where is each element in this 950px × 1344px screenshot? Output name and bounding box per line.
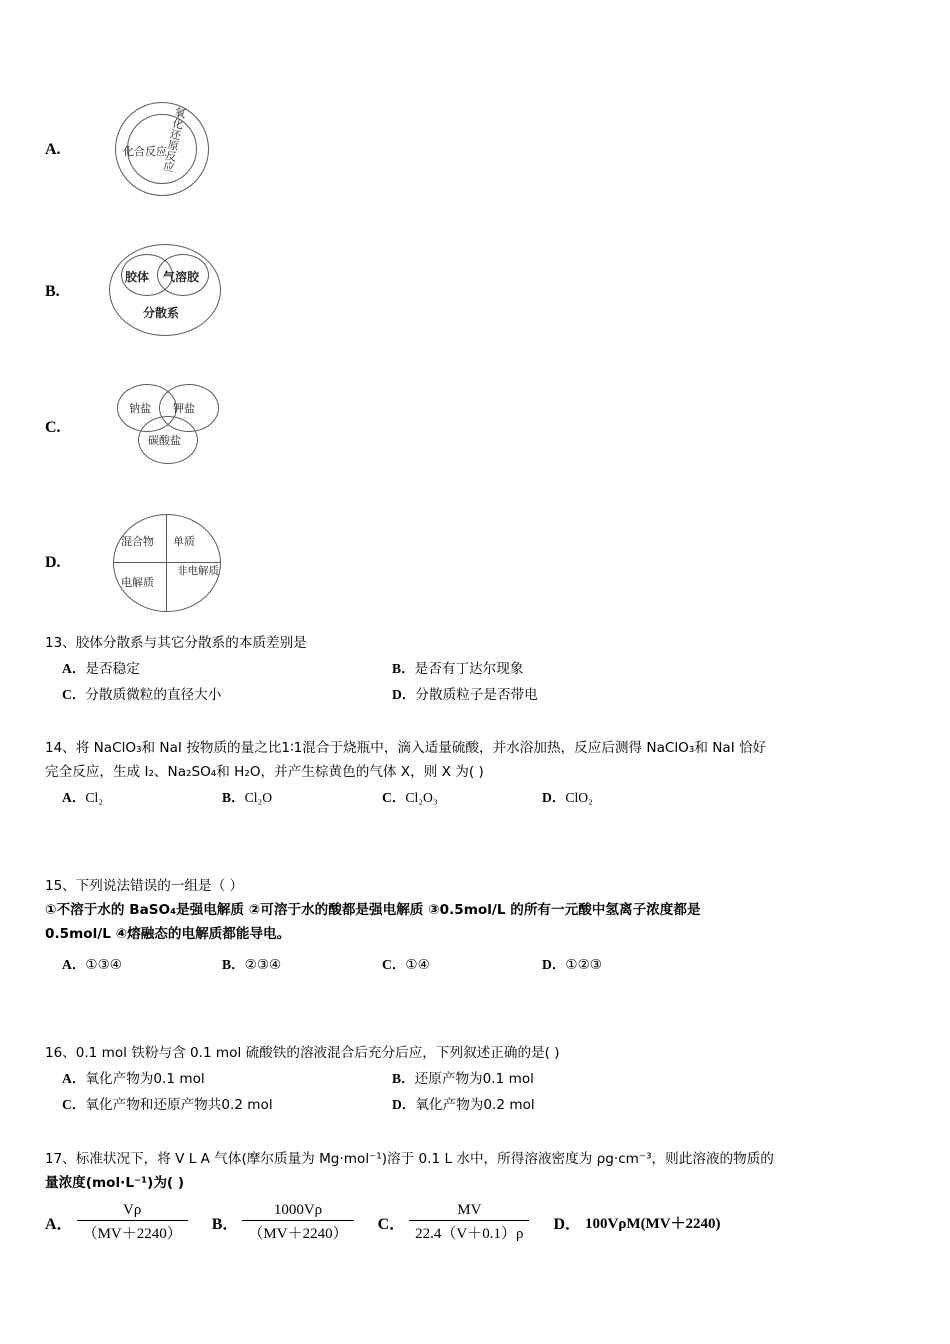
q16-choice-a[interactable] (62, 1066, 392, 1093)
q17-choice-b-tag: B． (211, 1215, 239, 1233)
q16-choices-row2 (0, 1092, 950, 1119)
q17-choice-b-denominator: （MV＋2240） (248, 1225, 348, 1242)
q17-choice-d-tag: D． (553, 1215, 582, 1233)
q13-choice-b-text: 是否有丁达尔现象 (414, 660, 524, 677)
q16-choice-b-text: 还原产物为0.1 mol (414, 1070, 534, 1087)
q17-choice-b-fraction (242, 1202, 353, 1243)
q17-choice-b[interactable] (212, 1202, 354, 1243)
q13-choice-d-tag: D． (392, 687, 416, 703)
q16-choice-c-text: 氧化产物和还原产物共0.2 mol (85, 1097, 273, 1114)
q15-stem-line1: ①不溶于水的 BaSO₄是强电解质 ②可溶于水的酸都是强电解质 ③0.5mol/L 的所有一元酸中氢离子浓度都是 (45, 901, 701, 918)
q13-choice-b-tag: B． (392, 660, 415, 676)
option-c-letter: C. (45, 419, 61, 436)
label-fei-dian-jie-zhi (177, 565, 219, 577)
q17-choice-c-fraction (409, 1202, 529, 1243)
q17-choice-d[interactable] (553, 1211, 720, 1234)
q16-stem-text: 0.1 mol 铁粉与含 0.1 mol 硫酸铁的溶液混合后充分后应，下列叙述正确的是( ) (75, 1045, 560, 1061)
option-d-block (0, 508, 311, 618)
q15-choice-b[interactable] (222, 952, 382, 979)
q17-choice-c[interactable] (378, 1202, 530, 1243)
venn-three-overlap-diagram (81, 378, 301, 478)
q14-stem-line1 (0, 737, 950, 761)
q15-choice-b-text: ②③④ (244, 957, 282, 974)
q15-stem-line2: 0.5mol/L ④熔融态的电解质都能导电。 (45, 925, 291, 942)
q13-choice-c-text: 分散质微粒的直径大小 (85, 687, 222, 704)
q14-choice-d-tag: D． (542, 789, 566, 805)
q14-stem-text-1: 将 NaClO₃和 NaI 按物质的量之比1∶1混合于烧瓶中，滴入适量硫酸，并水浴加热，反应后测得 NaClO₃和 NaI 恰好 (75, 740, 767, 756)
q17-choice-a-fraction (77, 1202, 188, 1243)
q15-choice-a-text: ①③④ (85, 957, 122, 974)
q17-stem-text-1: 标准状况下，将 V L A 气体(摩尔质量为 Mg·mol⁻¹)溶于 0.1 L 水中，所得溶液密度为 ρg·cm⁻³，则此溶液的物质的 (75, 1151, 774, 1167)
q13-choice-b[interactable] (392, 656, 722, 683)
q17-choices-row (0, 1196, 950, 1243)
label-hua-he-fan-ying: 化合反应 (123, 145, 167, 158)
q17-choice-c-tag: C． (377, 1215, 406, 1233)
q15-stem-text: 下列说法错误的一组是（ ） (75, 878, 244, 894)
label-qi-rong-jiao: 气溶胶 (163, 270, 200, 284)
q15-stem (0, 875, 950, 899)
q16-number: 16、 (45, 1045, 76, 1061)
label-jia-yan: 钾盐 (173, 402, 195, 415)
q15-choices-row (0, 946, 950, 979)
pie-horizontal-divider (113, 562, 221, 563)
q14-choice-d[interactable] (542, 785, 702, 812)
label-dian-jie-zhi: 电解质 (121, 576, 154, 589)
label-jiao-ti: 胶体 (125, 270, 150, 284)
q14-choice-a-text: Cl₂ (85, 789, 104, 805)
option-a-letter: A. (45, 141, 61, 158)
q15-choice-a[interactable] (62, 952, 222, 979)
q16-stem (0, 1042, 950, 1066)
q16-choice-d[interactable] (392, 1092, 722, 1119)
question-13 (0, 632, 950, 709)
q13-choices-row2 (0, 682, 950, 709)
q17-choice-c-numerator: MV (409, 1202, 529, 1221)
q16-choices-row1 (0, 1066, 950, 1093)
label-hun-he-wu: 混合物 (121, 535, 154, 548)
label-na-yan: 钠盐 (129, 402, 151, 415)
q16-choice-d-tag: D． (392, 1097, 416, 1113)
pie-four-quadrants-diagram (81, 508, 311, 618)
q13-choice-c-tag: C． (62, 687, 86, 703)
q15-choice-d-text: ①②③ (565, 957, 602, 974)
option-b-block (0, 242, 301, 342)
q17-choice-d-text: 100VρM(MV＋2240) (585, 1215, 721, 1232)
q15-choice-b-tag: B． (222, 957, 245, 973)
q13-choice-a-text: 是否稳定 (85, 660, 140, 677)
option-c-block (0, 378, 301, 478)
q14-choice-d-text: ClO₂ (565, 789, 593, 805)
option-a-block (0, 100, 291, 200)
q15-choice-c[interactable] (382, 952, 542, 979)
q17-stem-line2: 量浓度(mol·L⁻¹)为( ) (45, 1174, 185, 1191)
q13-choice-d-text: 分散质粒子是否带电 (415, 687, 538, 704)
q14-choices-row (0, 785, 950, 812)
q15-choice-a-tag: A． (62, 957, 86, 973)
question-17 (0, 1148, 950, 1243)
q14-choice-b-text: Cl₂O (244, 789, 273, 805)
q16-choice-d-text: 氧化产物为0.2 mol (415, 1097, 535, 1114)
q17-choice-a-denominator: （MV＋2240） (82, 1225, 182, 1242)
q13-choice-a-tag: A． (62, 660, 86, 676)
question-14 (0, 737, 950, 811)
question-15 (0, 875, 950, 979)
q14-choice-c-text: Cl₂O₃ (405, 789, 438, 805)
q17-number: 17、 (45, 1151, 76, 1167)
q16-choice-c-tag: C． (62, 1097, 86, 1113)
option-b-letter: B. (45, 283, 60, 300)
label-fen-san-xi: 分散系 (143, 306, 180, 320)
q17-choice-a-numerator: Vρ (77, 1202, 188, 1221)
q13-stem (0, 632, 950, 656)
q16-choice-b-tag: B． (392, 1070, 415, 1086)
q16-choice-c[interactable] (62, 1092, 392, 1119)
label-fei-dian-jie-zhi-text: 非电解质 (177, 565, 219, 577)
label-yang-hua-huan-yuan-fan-ying: 氧化还原反应 (160, 105, 188, 174)
q15-choice-d[interactable] (542, 952, 702, 979)
q14-number: 14、 (45, 740, 76, 756)
q15-choice-c-tag: C． (382, 957, 406, 973)
q17-choice-b-numerator: 1000Vρ (242, 1202, 353, 1221)
venn-nested-circles-diagram (81, 100, 291, 200)
q13-number: 13、 (45, 635, 76, 651)
q14-choice-b[interactable] (222, 785, 382, 812)
q14-choice-a[interactable] (62, 785, 222, 812)
q14-choice-a-tag: A． (62, 789, 86, 805)
q17-stem-line1 (0, 1148, 950, 1172)
q14-choice-c-tag: C． (382, 789, 406, 805)
option-d-letter: D. (45, 554, 61, 571)
q14-stem-line2: 完全反应，生成 I₂、Na₂SO₄和 H₂O，并产生棕黄色的气体 X，则 X 为( ) (45, 763, 484, 780)
q16-choice-a-text: 氧化产物为0.1 mol (85, 1070, 205, 1087)
q14-choice-c[interactable] (382, 785, 542, 812)
q13-choice-a[interactable] (62, 656, 392, 683)
label-dan-zhi: 单质 (173, 535, 195, 548)
q15-number: 15、 (45, 878, 76, 894)
question-16 (0, 1042, 950, 1119)
venn-overlap-in-circle-diagram (81, 242, 301, 342)
label-tan-suan-yan: 碳酸盐 (148, 434, 181, 447)
q13-choice-d[interactable] (392, 682, 722, 709)
q17-choice-a-tag: A． (45, 1215, 73, 1233)
q13-choices-row1 (0, 656, 950, 683)
q14-choice-b-tag: B． (222, 789, 245, 805)
q16-choice-a-tag: A． (62, 1070, 86, 1086)
q17-choice-c-denominator: 22.4（V＋0.1）ρ (415, 1225, 524, 1242)
q16-choice-b[interactable] (392, 1066, 722, 1093)
q13-stem-text: 胶体分散系与其它分散系的本质差别是 (75, 635, 307, 651)
q15-choice-d-tag: D． (542, 957, 566, 973)
q15-choice-c-text: ①④ (405, 957, 430, 974)
q17-choice-a[interactable] (45, 1202, 188, 1243)
q13-choice-c[interactable] (62, 682, 392, 709)
